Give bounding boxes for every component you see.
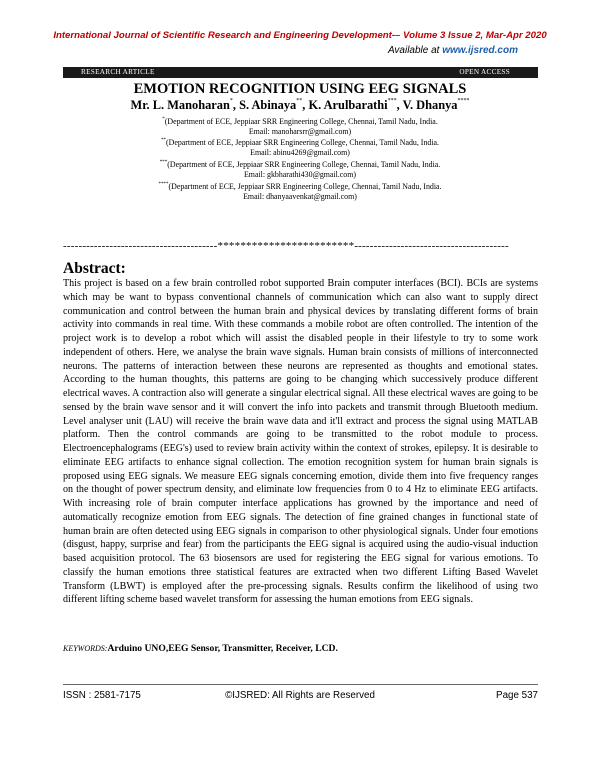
author-name: K. Arulbarathi xyxy=(308,98,388,112)
affiliation-dept: (Department of ECE, Jeppiaar SRR Engineering College, Chennai, Tamil Nadu, India. xyxy=(168,182,442,191)
abstract-text: This project is based on a few brain controlled robot supported Brain computer interfaces (BCI). BCIs are systems which may be want to bypass conventional channels of communication which can also want to supply direct communication and control between the human brain and physical devices by translating different forms of brain activity into commands in real time. With these commands a mobile robot are often controlled. The intention of the project work is to develop a robot which will assist the disabled people in their lifestyle to try to some work independent of others. Here, we analyse the brain wave signals. Human brain consists of millions of interconnected neurons. The patterns of interaction between these neurons are represented as thoughts and emotional states. According to the human thoughts, this patterns are going to be changing which successively produce different electrical waves. A contraction also will generate a singular electrical signal. All these electrical waves are going to be sensed by the brain wave sensor and it will convert the info into packets and transmit through Bluetooth medium. Level analyser unit (LAU) will receive the brain wave data and it'll extract and process the signal using MATLAB platform. Then the control commands are going to be transmitted to the robot module to process. Electroencephalograms (EEG's) used to review brain activity within the context of strokes, epilepsy. It is desirable to eliminate EEG artifacts to enhance signal collection. The emotion recognition system for human brain signals is proposed using EEG signals. We measure EEG signals concerning emotion, divide them into five frequency ranges on the thought of power spectrum density, and eliminate low frequencies from 0 to 4 Hz to eliminate EEG artifacts. With increasing role of brain computer interface applications has growned by the importance and need of automatically recognize emotion from EEG signals. The detection of fine grained changes in functional state of human brain are often detected using EEG signals in comparison to other physiological signals. Under four emotions (disgust, happy, surprise and fear) from the participants the EEG signal is acquired using the audio-visual induction based acquisition protocol. The 63 biosensors are used for registering the EEG signal for various emotions. To classify the human emotions three statistical features are extracted when two different Lifting Based Wavelet Transform (LBWT) is employed after the pre-processing signals. Results confirm the likelihood of using two different lifting scheme based wavelet transform for assessing the human emotions from EEG signals. xyxy=(63,278,538,606)
availability-line xyxy=(388,45,518,56)
paper-title: EMOTION RECOGNITION USING EEG SIGNALS xyxy=(133,81,467,97)
research-article-label: RESEARCH ARTICLE xyxy=(81,68,155,76)
affiliation-block xyxy=(0,115,600,138)
affiliation-mark: ** xyxy=(161,138,166,143)
author-mark: *** xyxy=(387,98,397,104)
affiliation-block xyxy=(0,136,600,159)
affiliation-dept: (Department of ECE, Jeppiaar SRR Engineering College, Chennai, Tamil Nadu, India. xyxy=(164,117,438,126)
author-mark: ** xyxy=(296,98,303,104)
journal-header: International Journal of Scientific Research and Engineering Development-– Volume 3 Issue 2, Mar-Apr 2020 xyxy=(53,30,547,41)
affiliation-mark: * xyxy=(162,117,165,122)
abstract-heading: Abstract: xyxy=(63,260,126,277)
author-name: Mr. L. Manoharan xyxy=(130,98,230,112)
affiliation-mark: **** xyxy=(158,182,169,187)
affiliation-dept: (Department of ECE, Jeppiaar SRR Engineering College, Chennai, Tamil Nadu, India. xyxy=(166,138,439,147)
footer-rule xyxy=(63,684,538,685)
journal-url-link[interactable]: www.ijsred.com xyxy=(442,45,518,56)
author-name: V. Dhanya xyxy=(402,98,458,112)
affiliation-email: Email: gkbharathi430@gmail.com) xyxy=(243,170,356,180)
author-mark: **** xyxy=(457,98,470,104)
affiliation-dept: (Department of ECE, Jeppiaar SRR Engineering College, Chennai, Tamil Nadu, India. xyxy=(167,160,441,169)
affiliation-email: Email: dhanyaavenkat@gmail.com) xyxy=(243,192,357,202)
affiliation-mark: *** xyxy=(159,160,168,165)
footer-page-number: Page 537 xyxy=(496,690,538,701)
keywords-line xyxy=(63,643,338,654)
author-mark: * xyxy=(229,98,233,104)
open-access-label: OPEN ACCESS xyxy=(459,68,510,76)
author-list: Mr. L. Manoharan*, S. Abinaya**, K. Arulbarathi***, V. Dhanya**** xyxy=(130,98,470,112)
footer-rights: ©IJSRED: All Rights are Reserved xyxy=(225,690,375,701)
affiliation-email: Email: manoharsrr@gmail.com) xyxy=(248,127,352,137)
affiliation-email: Email: abinu4269@gmail.com) xyxy=(250,148,350,158)
available-label: Available at xyxy=(387,45,443,56)
keywords-value: Arduino UNO,EEG Sensor, Transmitter, Receiver, LCD. xyxy=(107,643,338,654)
section-separator: ----------------------------------------************************---------------------------------------- xyxy=(63,240,509,252)
keywords-label: KEYWORDS: xyxy=(63,644,108,653)
author-name: S. Abinaya xyxy=(239,98,297,112)
article-type-bar xyxy=(63,67,538,78)
affiliation-block xyxy=(0,158,600,181)
affiliation-block xyxy=(0,180,600,203)
footer-issn: ISSN : 2581-7175 xyxy=(63,690,141,701)
